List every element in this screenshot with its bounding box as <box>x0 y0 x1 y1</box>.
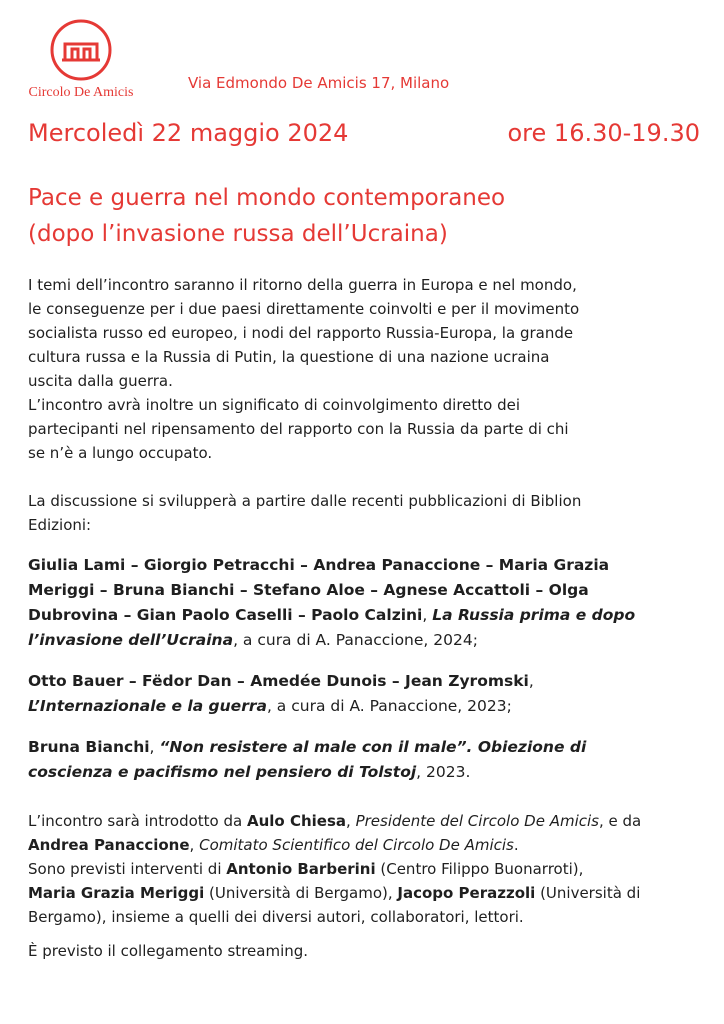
event-date: Mercoledì 22 maggio 2024 <box>28 119 349 147</box>
intro-paragraph-3 <box>28 489 700 537</box>
closing-paragraph <box>28 809 700 929</box>
text: (Centro Filippo Buonarroti), <box>375 860 584 878</box>
title-line-2: (dopo l’invasione russa dell’Ucraina) <box>28 221 448 247</box>
text: , <box>346 812 356 830</box>
separator: , <box>149 738 160 756</box>
intro-paragraph-1 <box>28 273 700 393</box>
speaker-role: Presidente del Circolo De Amicis <box>355 812 599 830</box>
text-line: La discussione si svilupperà a partire dalle recenti pubblicazioni di Biblion <box>28 492 582 510</box>
event-time: ore 16.30-19.30 <box>507 119 700 147</box>
speaker-name: Maria Grazia Meriggi <box>28 884 205 902</box>
authors: Dubrovina – Gian Paolo Caselli – Paolo Calzini <box>28 606 423 624</box>
text: Sono previsti interventi di <box>28 860 227 878</box>
book-title: “Non resistere al male con il male”. Obiezione di <box>159 738 587 756</box>
text-line: se n’è a lungo occupato. <box>28 444 213 462</box>
speaker-name: Jacopo Perazzoli <box>397 884 536 902</box>
authors: Giulia Lami – Giorgio Petracchi – Andrea Panaccione – Maria Grazia <box>28 556 610 574</box>
book-reference-1 <box>28 553 700 653</box>
text-line: cultura russa e la Russia di Putin, la questione di una nazione ucraina <box>28 348 550 366</box>
speaker-name: Andrea Panaccione <box>28 836 190 854</box>
separator: , <box>528 672 534 690</box>
text-line: Bergamo), insieme a quelli dei diversi autori, collaboratori, lettori. <box>28 908 524 926</box>
text-line: I temi dell’incontro saranno il ritorno della guerra in Europa e nel mondo, <box>28 276 577 294</box>
text-line: partecipanti nel ripensamento del rapporto con la Russia da parte di chi <box>28 420 569 438</box>
text: , <box>189 836 200 854</box>
address: Via Edmondo De Amicis 17, Milano <box>188 74 450 92</box>
speaker-role: Comitato Scientifico del Circolo De Amicis <box>199 836 514 854</box>
logo-text: Circolo De Amicis <box>28 85 134 100</box>
book-title: La Russia prima e dopo <box>432 606 636 624</box>
event-title <box>28 180 708 252</box>
authors: Meriggi – Bruna Bianchi – Stefano Aloe – Agnese Accattoli – Olga <box>28 581 589 599</box>
text: , e da <box>598 812 642 830</box>
text-line: Edizioni: <box>28 516 92 534</box>
speaker-name: Aulo Chiesa <box>247 812 347 830</box>
text-line: le conseguenze per i due paesi direttamente coinvolti e per il movimento <box>28 300 580 318</box>
text: L’incontro sarà introdotto da <box>28 812 247 830</box>
title-line-1: Pace e guerra nel mondo contemporaneo <box>28 185 506 211</box>
text-line: uscita dalla guerra. <box>28 372 173 390</box>
streaming-note: È previsto il collegamento streaming. <box>28 942 309 960</box>
body-text <box>28 273 700 963</box>
text-line: socialista russo ed europeo, i nodi del rapporto Russia-Europa, la grande <box>28 324 574 342</box>
book-reference-3 <box>28 735 700 785</box>
book-title: coscienza e pacifismo nel pensiero di Tolstoj <box>28 763 417 781</box>
text-line: L’incontro avrà inoltre un significato di coinvolgimento diretto dei <box>28 396 521 414</box>
text: (Università di <box>535 884 641 902</box>
book-details: , a cura di A. Panaccione, 2023; <box>266 697 512 715</box>
intro-paragraph-2 <box>28 393 700 465</box>
speaker-name: Antonio Barberini <box>226 860 376 878</box>
separator: , <box>422 606 433 624</box>
circolo-logo-icon <box>49 18 113 82</box>
book-title: l’invasione dell’Ucraina <box>28 631 234 649</box>
logo <box>22 18 140 101</box>
book-title: L’Internazionale e la guerra <box>28 697 267 715</box>
book-details: , 2023. <box>416 763 471 781</box>
book-reference-2 <box>28 669 700 719</box>
date-row <box>28 119 700 147</box>
book-details: , a cura di A. Panaccione, 2024; <box>233 631 478 649</box>
text: (Università di Bergamo), <box>204 884 398 902</box>
authors: Otto Bauer – Fëdor Dan – Amedée Dunois – Jean Zyromski <box>28 672 529 690</box>
authors: Bruna Bianchi <box>28 738 150 756</box>
text: . <box>513 836 519 854</box>
